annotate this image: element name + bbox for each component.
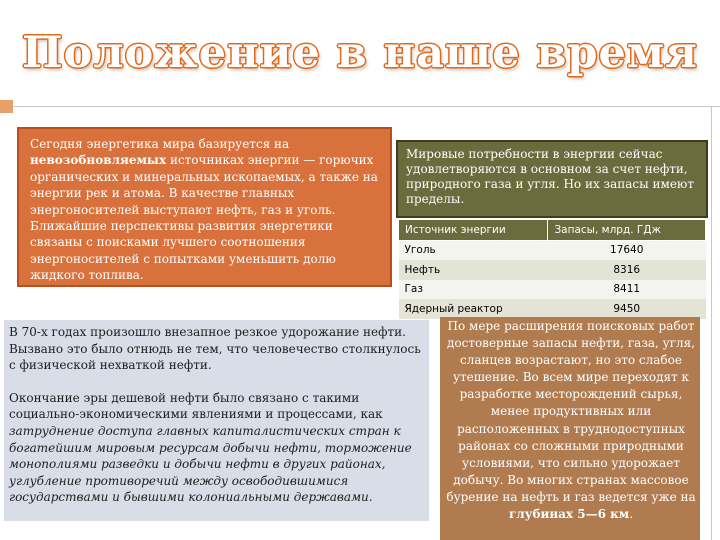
slide-title: Положение в наше время [22,28,698,78]
table-row [399,299,706,319]
exploration-text: По мере расширения поисковых работ достоверные запасы нефти, газа, угля, сланцев возрастают, но это слабое утешение. Во всем мире переходят к разработке месторождений сырья, менее продуктивных или расположенных в труднодоступных районах со сложными природными условиями, что сильно удорожает добычу. Во многих странах массовое бурение на нефть и газ ведется уже на [446,319,696,504]
table-row [399,280,706,300]
row-source: Ядерный реактор [399,299,548,319]
right-border-line [711,106,712,540]
header-reserves: Запасы, млрд. ГДж [548,220,706,241]
drilling-depth: глубинах 5—6 км [508,507,630,522]
cheap-oil-end-paragraph [9,390,423,506]
energy-basis-rest: источниках энергии — горючих органических и минеральных ископаемых, а также на энергии рек и атома. В качестве главных энергоносителей выступают нефть, газ и уголь. Ближайшие перспективы развития энергетики связаны с поисками лучшего соотношения энергоносителей с попытками уменьшить долю жидкого топлива. [30,153,378,283]
header-source: Источник энергии [399,220,548,241]
row-source: Нефть [399,260,548,280]
row-value: 8316 [548,260,706,280]
exploration-end: . [629,507,634,522]
exploration-textbox [440,317,700,540]
energy-basis-textbox [17,127,392,287]
non-renewable-term: невозобновляемых [30,153,167,168]
accent-square [0,100,13,113]
oil-crisis-textbox [4,320,429,521]
cheap-oil-end-causes: затруднение доступа главных капиталистических стран к богатейшим мировым ресурсам добычи нефти, торможение монополиями разведки и добычи нефти в других районах, углубление противоречий между освободившимися государствами и бывшими колониальными державами. [9,423,412,505]
row-value: 17640 [548,240,706,260]
cheap-oil-end-start: Окончание эры дешевой нефти было связано с такими социально-экономическими явлениями и процессами, как [9,390,383,422]
row-source: Газ [399,280,548,300]
divider-line [13,106,720,107]
table-header-row [399,220,706,241]
energy-reserves-table [398,219,706,319]
energy-basis-intro: Сегодня энергетика мира базируется на [30,137,290,151]
row-value: 9450 [548,299,706,319]
oil-crisis-paragraph: В 70-х годах произошло внезапное резкое удорожание нефти. Вызвано это было отнюдь не тем, что человечество столкнулось с физической нехваткой нефти. [9,325,421,373]
row-value: 8411 [548,280,706,300]
row-source: Уголь [399,240,548,260]
world-demand-textbox: Мировые потребности в энергии сейчас удовлетворяются в основном за счет нефти, природного газа и угля. Но их запасы имеют пределы. [396,140,708,218]
table-row [399,240,706,260]
table-row [399,260,706,280]
